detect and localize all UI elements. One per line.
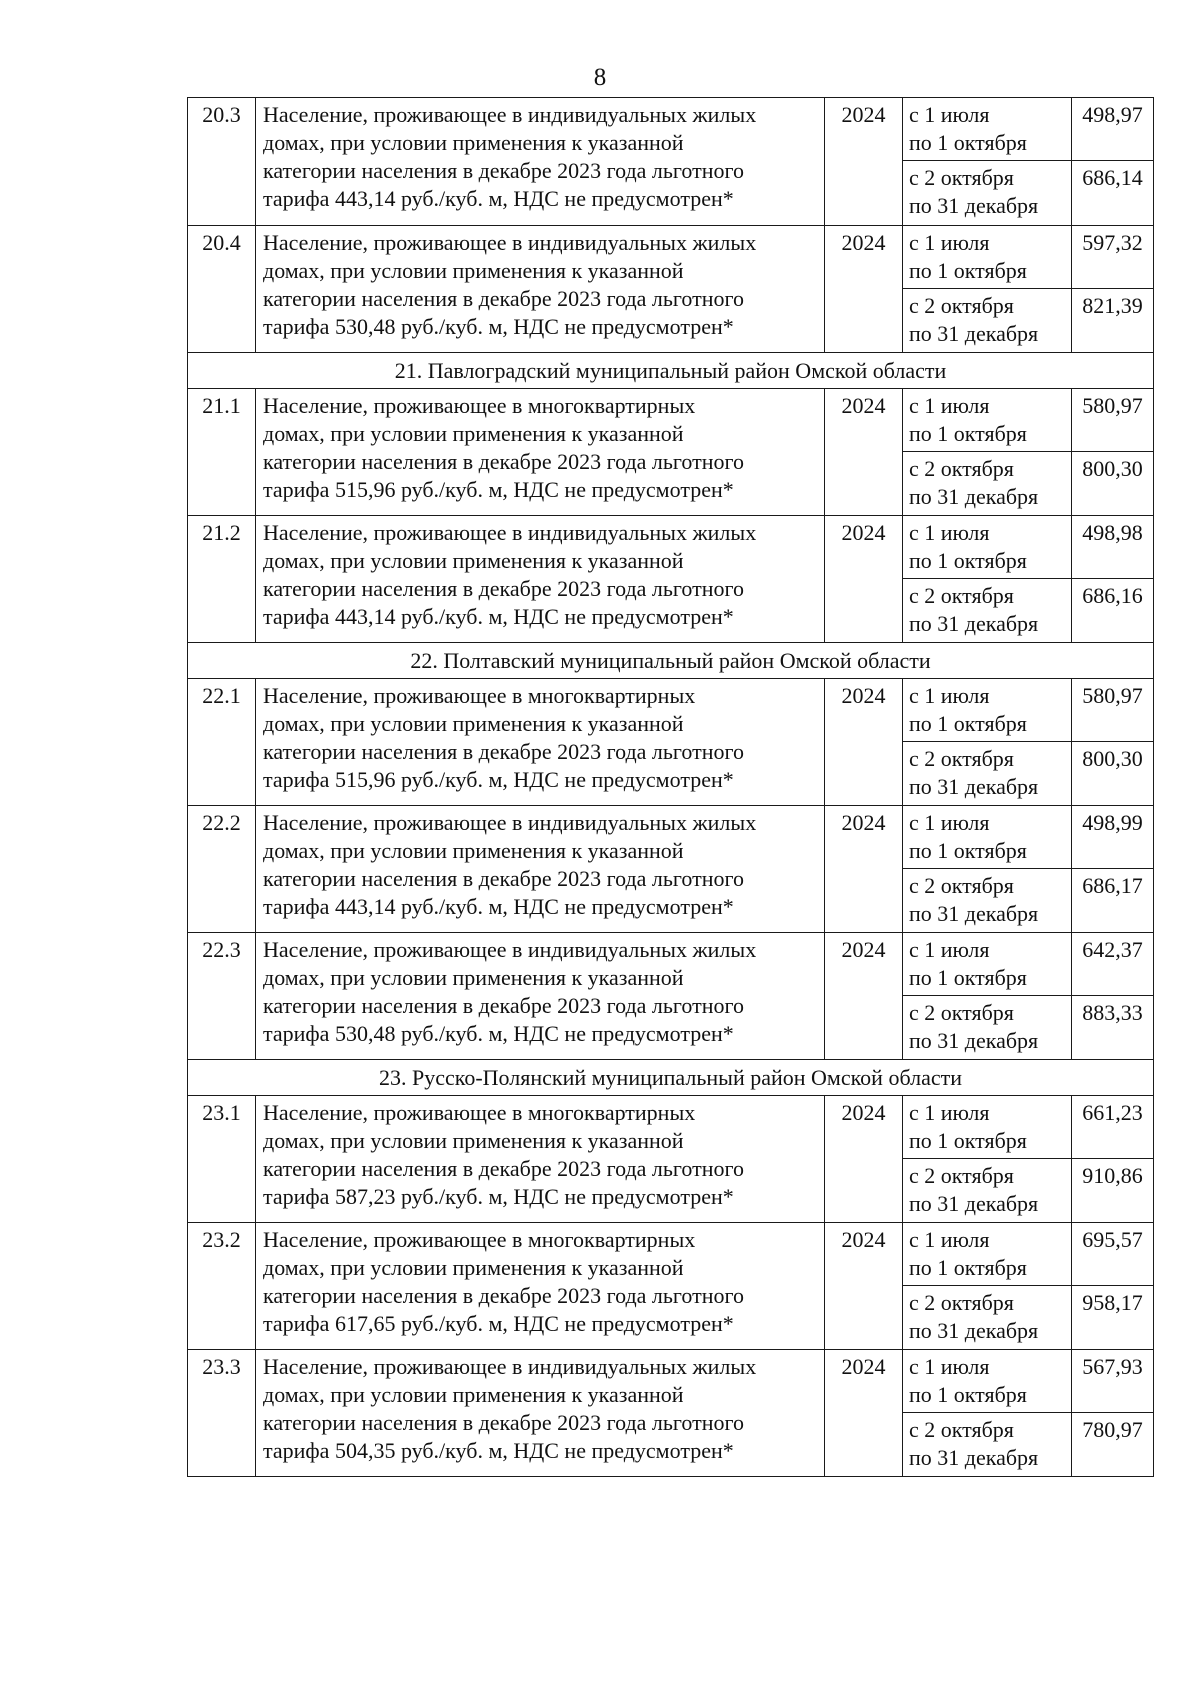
period-line: по 1 октября	[909, 965, 1027, 990]
description-line: домах, при условии применения к указанной	[263, 258, 684, 283]
period-line: с 1 июля	[909, 1227, 990, 1252]
row-year: 2024	[825, 226, 903, 353]
tariff-value-second: 958,17	[1072, 1286, 1154, 1350]
tariff-value-second: 686,16	[1072, 579, 1154, 643]
row-number: 23.2	[188, 1223, 256, 1350]
period-line: с 1 июля	[909, 230, 990, 255]
table-row	[188, 1096, 1154, 1159]
row-number: 22.2	[188, 806, 256, 933]
period-line: с 2 октября	[909, 293, 1014, 318]
description-line: Население, проживающее в индивидуальных жилых	[263, 230, 757, 255]
description-line: тарифа 587,23 руб./куб. м, НДС не предусмотрен*	[263, 1184, 734, 1209]
period-line: с 1 июля	[909, 1100, 990, 1125]
description-line: тарифа 515,96 руб./куб. м, НДС не предусмотрен*	[263, 767, 734, 792]
description-line: тарифа 443,14 руб./куб. м, НДС не предусмотрен*	[263, 186, 734, 211]
period-line: с 1 июля	[909, 520, 990, 545]
row-year: 2024	[825, 389, 903, 516]
description-line: тарифа 617,65 руб./куб. м, НДС не предусмотрен*	[263, 1311, 734, 1336]
period-line: по 31 декабря	[909, 1191, 1039, 1216]
row-number: 22.3	[188, 933, 256, 1060]
description-line: Население, проживающее в многоквартирных	[263, 683, 696, 708]
period-first	[903, 389, 1072, 452]
tariff-value-first: 498,98	[1072, 516, 1154, 579]
tariff-value-second: 800,30	[1072, 742, 1154, 806]
period-second	[903, 579, 1072, 643]
period-line: с 2 октября	[909, 1000, 1014, 1025]
description-line: тарифа 530,48 руб./куб. м, НДС не предусмотрен*	[263, 1021, 734, 1046]
period-first	[903, 226, 1072, 289]
description-line: категории населения в декабре 2023 года льготного	[263, 1156, 744, 1181]
tariff-value-second: 883,33	[1072, 996, 1154, 1060]
table-row	[188, 98, 1154, 161]
description-line: домах, при условии применения к указанной	[263, 130, 684, 155]
description-line: Население, проживающее в индивидуальных жилых	[263, 102, 757, 127]
tariff-value-second: 910,86	[1072, 1159, 1154, 1223]
tariff-value-first: 498,97	[1072, 98, 1154, 161]
period-line: с 2 октября	[909, 873, 1014, 898]
period-second	[903, 452, 1072, 516]
description-line: тарифа 443,14 руб./куб. м, НДС не предусмотрен*	[263, 604, 734, 629]
description-line: домах, при условии применения к указанной	[263, 1382, 684, 1407]
period-line: с 1 июля	[909, 683, 990, 708]
period-line: с 2 октября	[909, 583, 1014, 608]
tariff-value-first: 498,99	[1072, 806, 1154, 869]
period-line: по 1 октября	[909, 258, 1027, 283]
table-row	[188, 226, 1154, 289]
period-second	[903, 289, 1072, 353]
period-line: с 2 октября	[909, 456, 1014, 481]
description-line: Население, проживающее в многоквартирных	[263, 1100, 696, 1125]
period-line: с 2 октября	[909, 1290, 1014, 1315]
description-line: домах, при условии применения к указанной	[263, 421, 684, 446]
row-number: 23.3	[188, 1350, 256, 1477]
row-description	[256, 226, 825, 353]
tariff-value-first: 642,37	[1072, 933, 1154, 996]
period-line: с 2 октября	[909, 165, 1014, 190]
row-description	[256, 98, 825, 226]
tariff-value-first: 597,32	[1072, 226, 1154, 289]
period-line: по 31 декабря	[909, 484, 1039, 509]
row-number: 20.4	[188, 226, 256, 353]
row-number: 21.2	[188, 516, 256, 643]
period-line: по 31 декабря	[909, 1028, 1039, 1053]
period-second	[903, 1286, 1072, 1350]
period-line: с 1 июля	[909, 1354, 990, 1379]
description-line: Население, проживающее в многоквартирных	[263, 393, 696, 418]
period-line: по 31 декабря	[909, 611, 1039, 636]
table-row	[188, 516, 1154, 579]
period-second	[903, 742, 1072, 806]
description-line: категории населения в декабре 2023 года льготного	[263, 449, 744, 474]
period-line: по 31 декабря	[909, 1318, 1039, 1343]
tariff-value-second: 686,17	[1072, 869, 1154, 933]
description-line: домах, при условии применения к указанной	[263, 965, 684, 990]
section-row	[188, 1060, 1154, 1096]
period-first	[903, 1223, 1072, 1286]
period-line: с 1 июля	[909, 102, 990, 127]
period-line: по 31 декабря	[909, 901, 1039, 926]
description-line: категории населения в декабре 2023 года льготного	[263, 286, 744, 311]
tariff-value-second: 686,14	[1072, 161, 1154, 226]
row-number: 21.1	[188, 389, 256, 516]
row-year: 2024	[825, 1223, 903, 1350]
description-line: домах, при условии применения к указанной	[263, 711, 684, 736]
period-second	[903, 869, 1072, 933]
description-line: Население, проживающее в индивидуальных жилых	[263, 810, 757, 835]
period-line: по 1 октября	[909, 838, 1027, 863]
description-line: категории населения в декабре 2023 года льготного	[263, 866, 744, 891]
row-description	[256, 389, 825, 516]
period-second	[903, 1159, 1072, 1223]
row-description	[256, 933, 825, 1060]
description-line: категории населения в декабре 2023 года льготного	[263, 576, 744, 601]
description-line: категории населения в декабре 2023 года льготного	[263, 993, 744, 1018]
section-row	[188, 353, 1154, 389]
period-first	[903, 933, 1072, 996]
page-number: 8	[593, 64, 607, 91]
tariff-table-body	[188, 98, 1154, 1477]
description-line: домах, при условии применения к указанной	[263, 838, 684, 863]
description-line: Население, проживающее в многоквартирных	[263, 1227, 696, 1252]
table-row	[188, 933, 1154, 996]
table-row	[188, 806, 1154, 869]
period-first	[903, 679, 1072, 742]
row-year: 2024	[825, 933, 903, 1060]
row-year: 2024	[825, 806, 903, 933]
period-line: по 1 октября	[909, 1128, 1027, 1153]
description-line: категории населения в декабре 2023 года льготного	[263, 739, 744, 764]
description-line: тарифа 530,48 руб./куб. м, НДС не предусмотрен*	[263, 314, 734, 339]
description-line: Население, проживающее в индивидуальных жилых	[263, 937, 757, 962]
tariff-value-first: 695,57	[1072, 1223, 1154, 1286]
section-title: 21. Павлоградский муниципальный район Омской области	[188, 353, 1154, 389]
period-second	[903, 161, 1072, 226]
period-line: с 1 июля	[909, 393, 990, 418]
row-year: 2024	[825, 516, 903, 643]
row-year: 2024	[825, 1096, 903, 1223]
description-line: категории населения в декабре 2023 года льготного	[263, 1283, 744, 1308]
period-first	[903, 516, 1072, 579]
row-description	[256, 1223, 825, 1350]
period-line: с 1 июля	[909, 810, 990, 835]
tariff-value-second: 780,97	[1072, 1413, 1154, 1477]
period-second	[903, 1413, 1072, 1477]
description-line: тарифа 504,35 руб./куб. м, НДС не предусмотрен*	[263, 1438, 734, 1463]
period-line: по 1 октября	[909, 421, 1027, 446]
description-line: тарифа 515,96 руб./куб. м, НДС не предусмотрен*	[263, 477, 734, 502]
tariff-value-first: 580,97	[1072, 389, 1154, 452]
tariff-value-second: 821,39	[1072, 289, 1154, 353]
row-description	[256, 679, 825, 806]
row-year: 2024	[825, 98, 903, 226]
description-line: домах, при условии применения к указанной	[263, 548, 684, 573]
period-first	[903, 806, 1072, 869]
period-line: по 31 декабря	[909, 321, 1039, 346]
description-line: домах, при условии применения к указанной	[263, 1128, 684, 1153]
period-line: по 1 октября	[909, 130, 1027, 155]
table-row	[188, 1223, 1154, 1286]
row-description	[256, 1350, 825, 1477]
row-year: 2024	[825, 1350, 903, 1477]
period-line: с 2 октября	[909, 1417, 1014, 1442]
period-line: по 31 декабря	[909, 1445, 1039, 1470]
period-line: с 1 июля	[909, 937, 990, 962]
row-number: 22.1	[188, 679, 256, 806]
section-title: 23. Русско-Полянский муниципальный район Омской области	[188, 1060, 1154, 1096]
row-number: 23.1	[188, 1096, 256, 1223]
table-row	[188, 389, 1154, 452]
period-line: по 1 октября	[909, 711, 1027, 736]
tariff-table	[187, 97, 1154, 1477]
period-line: по 1 октября	[909, 1382, 1027, 1407]
period-line: по 1 октября	[909, 1255, 1027, 1280]
tariff-value-first: 567,93	[1072, 1350, 1154, 1413]
row-description	[256, 806, 825, 933]
table-row	[188, 1350, 1154, 1413]
tariff-value-first: 580,97	[1072, 679, 1154, 742]
period-line: по 31 декабря	[909, 774, 1039, 799]
description-line: тарифа 443,14 руб./куб. м, НДС не предусмотрен*	[263, 894, 734, 919]
tariff-value-second: 800,30	[1072, 452, 1154, 516]
row-number: 20.3	[188, 98, 256, 226]
description-line: домах, при условии применения к указанной	[263, 1255, 684, 1280]
description-line: Население, проживающее в индивидуальных жилых	[263, 520, 757, 545]
period-line: с 2 октября	[909, 1163, 1014, 1188]
section-title: 22. Полтавский муниципальный район Омской области	[188, 643, 1154, 679]
description-line: категории населения в декабре 2023 года льготного	[263, 1410, 744, 1435]
tariff-value-first: 661,23	[1072, 1096, 1154, 1159]
period-first	[903, 1096, 1072, 1159]
row-description	[256, 1096, 825, 1223]
description-line: Население, проживающее в индивидуальных жилых	[263, 1354, 757, 1379]
period-first	[903, 1350, 1072, 1413]
period-line: с 2 октября	[909, 746, 1014, 771]
period-second	[903, 996, 1072, 1060]
table-row	[188, 679, 1154, 742]
row-year: 2024	[825, 679, 903, 806]
period-first	[903, 98, 1072, 161]
row-description	[256, 516, 825, 643]
section-row	[188, 643, 1154, 679]
period-line: по 31 декабря	[909, 193, 1039, 218]
period-line: по 1 октября	[909, 548, 1027, 573]
description-line: категории населения в декабре 2023 года льготного	[263, 158, 744, 183]
